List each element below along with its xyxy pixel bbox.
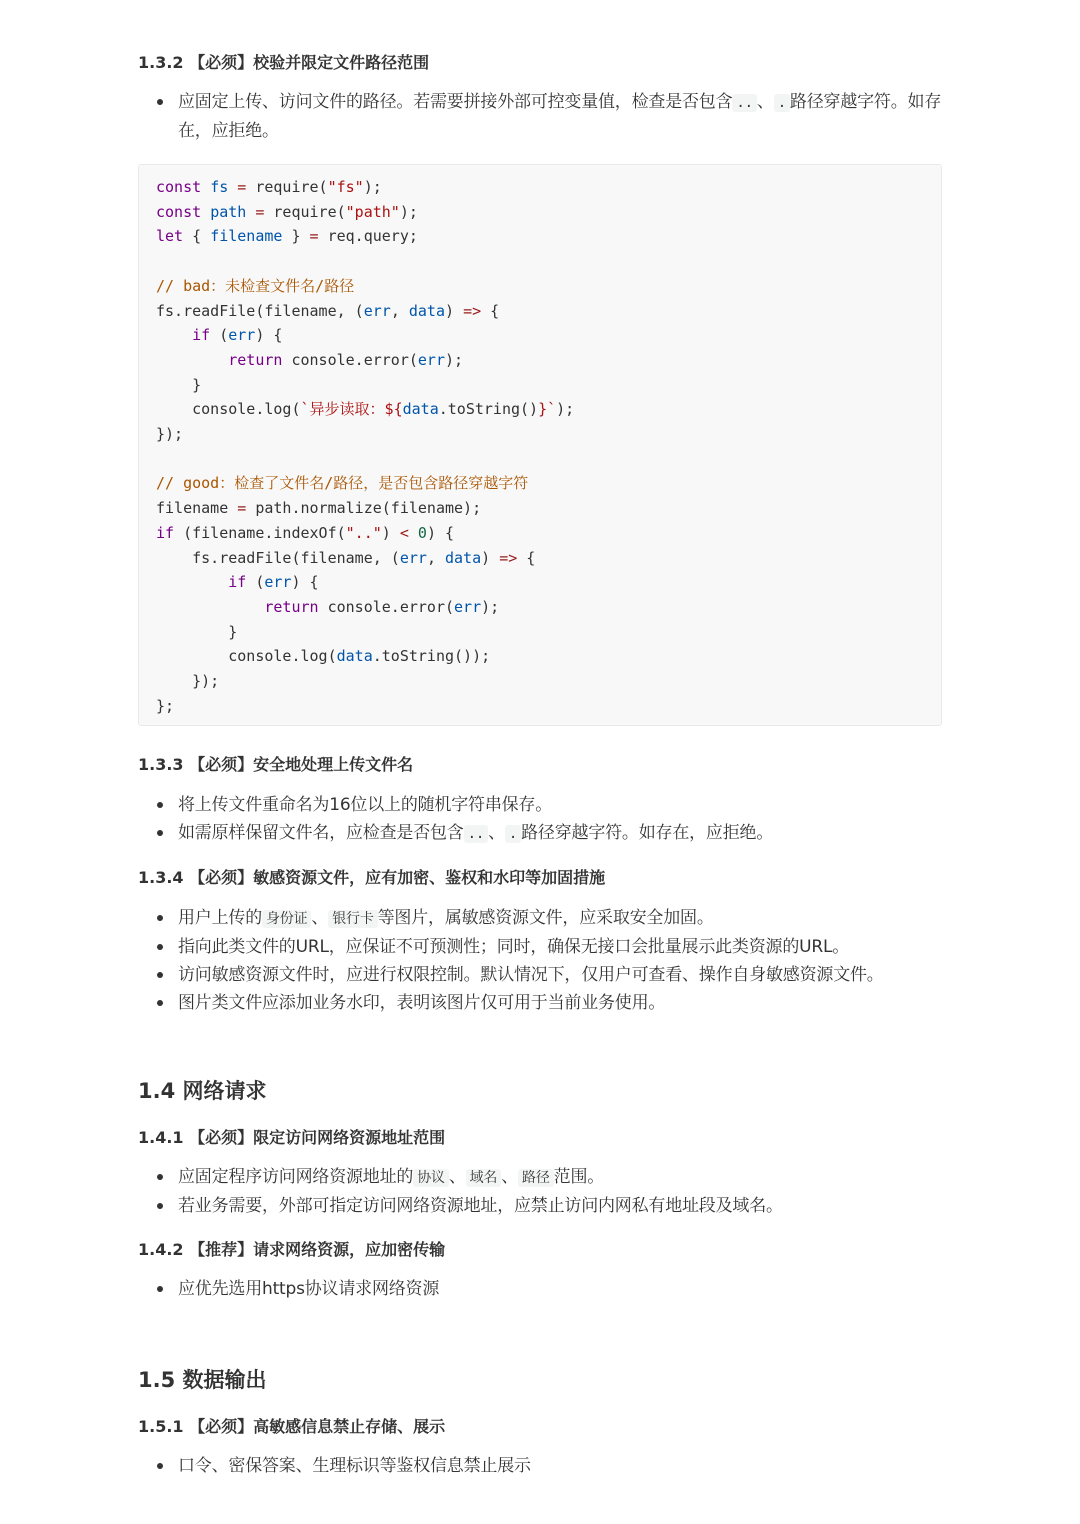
list-item (138, 961, 944, 989)
bullet-text: 指向此类文件的URL，应保证不可预测性；同时，确保无接口会批量展示此类资源的URL。 (178, 937, 850, 957)
heading-1-5: 1.5 数据输出 (138, 1368, 267, 1392)
inline-code: 身份证 (262, 910, 311, 928)
list-1-3-3 (138, 791, 944, 848)
bullet-text: 应优先选用https协议请求网络资源 (178, 1279, 440, 1299)
bullet-text: 、 (488, 823, 505, 843)
list-1-3-2 (138, 88, 944, 145)
list-item (138, 904, 944, 933)
bullet-text: 范围。 (553, 1167, 605, 1187)
inline-code: 域名 (466, 1169, 502, 1187)
list-item (138, 1275, 944, 1303)
bullet-text: 、 (448, 1167, 466, 1187)
bullet-text: 应固定上传、访问文件的路径。若需要拼接外部可控变量值，检查是否包含 (178, 92, 733, 112)
code-content: const fs = require("fs"); const path = require("path"); let { filename } = req.query; // bad：未检查文件名/路径 fs.readFile(filename, (err, data) => { if (err) { return console.error(err); } console.log(`异步读取：${data.toString()}`); }); // good：检查了文件名/路径，是否包含路径穿越字符 filename = path.normalize(filename); if (filename.indexOf("..") < 0) { fs.readFile(filename, (err, data) => { if (err) { return console.error(err); } console.log(data.toString()); }); }; (156, 178, 575, 715)
bullet-text: 、 (501, 1167, 519, 1187)
list-item (138, 791, 944, 819)
list-item (138, 88, 944, 145)
list-item (138, 989, 944, 1017)
heading-1-3-2: 1.3.2 【必须】校验并限定文件路径范围 (138, 53, 430, 72)
list-1-4-2 (138, 1275, 944, 1303)
list-item (138, 1452, 944, 1480)
bullet-text: 若业务需要，外部可指定访问网络资源地址，应禁止访问内网私有地址段及域名。 (178, 1196, 783, 1216)
list-1-3-4 (138, 904, 944, 1017)
inline-code: 银行卡 (328, 910, 377, 928)
inline-code: . (505, 825, 521, 843)
heading-1-4-2: 1.4.2 【推荐】请求网络资源，应加密传输 (138, 1240, 446, 1259)
heading-1-3-4: 1.3.4 【必须】敏感资源文件，应有加密、鉴权和水印等加固措施 (138, 868, 606, 887)
list-item (138, 1163, 944, 1192)
list-item (138, 1192, 944, 1220)
list-item (138, 933, 944, 961)
inline-code: 协议 (413, 1169, 449, 1187)
list-item (138, 819, 944, 848)
list-1-5-1 (138, 1452, 944, 1480)
bullet-text: 图片类文件应添加业务水印，表明该图片仅可用于当前业务使用。 (178, 993, 666, 1013)
bullet-text: 如需原样保留文件名，应检查是否包含 (178, 823, 464, 843)
bullet-text: 、 (311, 908, 329, 928)
bullet-text: 等图片，属敏感资源文件，应采取安全加固。 (377, 908, 714, 928)
inline-code: . (774, 94, 790, 112)
heading-1-4: 1.4 网络请求 (138, 1079, 267, 1103)
bullet-text: 用户上传的 (178, 908, 262, 928)
bullet-text: 路径穿越字符。如存在，应拒绝。 (521, 823, 774, 843)
bullet-text: 应固定程序访问网络资源地址的 (178, 1167, 414, 1187)
bullet-text: 口令、密保答案、生理标识等鉴权信息禁止展示 (178, 1456, 531, 1476)
heading-1-3-3: 1.3.3 【必须】安全地处理上传文件名 (138, 755, 414, 774)
inline-code: .. (732, 94, 756, 112)
bullet-text: 访问敏感资源文件时，应进行权限控制。默认情况下，仅用户可查看、操作自身敏感资源文件。 (178, 965, 884, 985)
inline-code: 路径 (518, 1169, 554, 1187)
code-block (138, 164, 942, 726)
bullet-text: 、 (756, 92, 774, 112)
bullet-text: 将上传文件重命名为16位以上的随机字符串保存。 (178, 795, 553, 815)
list-1-4-1 (138, 1163, 944, 1220)
heading-1-4-1: 1.4.1 【必须】限定访问网络资源地址范围 (138, 1128, 446, 1147)
inline-code: .. (464, 825, 488, 843)
bullet-text: 路径穿越字符。如存在，应拒绝。 (178, 92, 942, 141)
heading-1-5-1: 1.5.1 【必须】高敏感信息禁止存储、展示 (138, 1417, 446, 1436)
